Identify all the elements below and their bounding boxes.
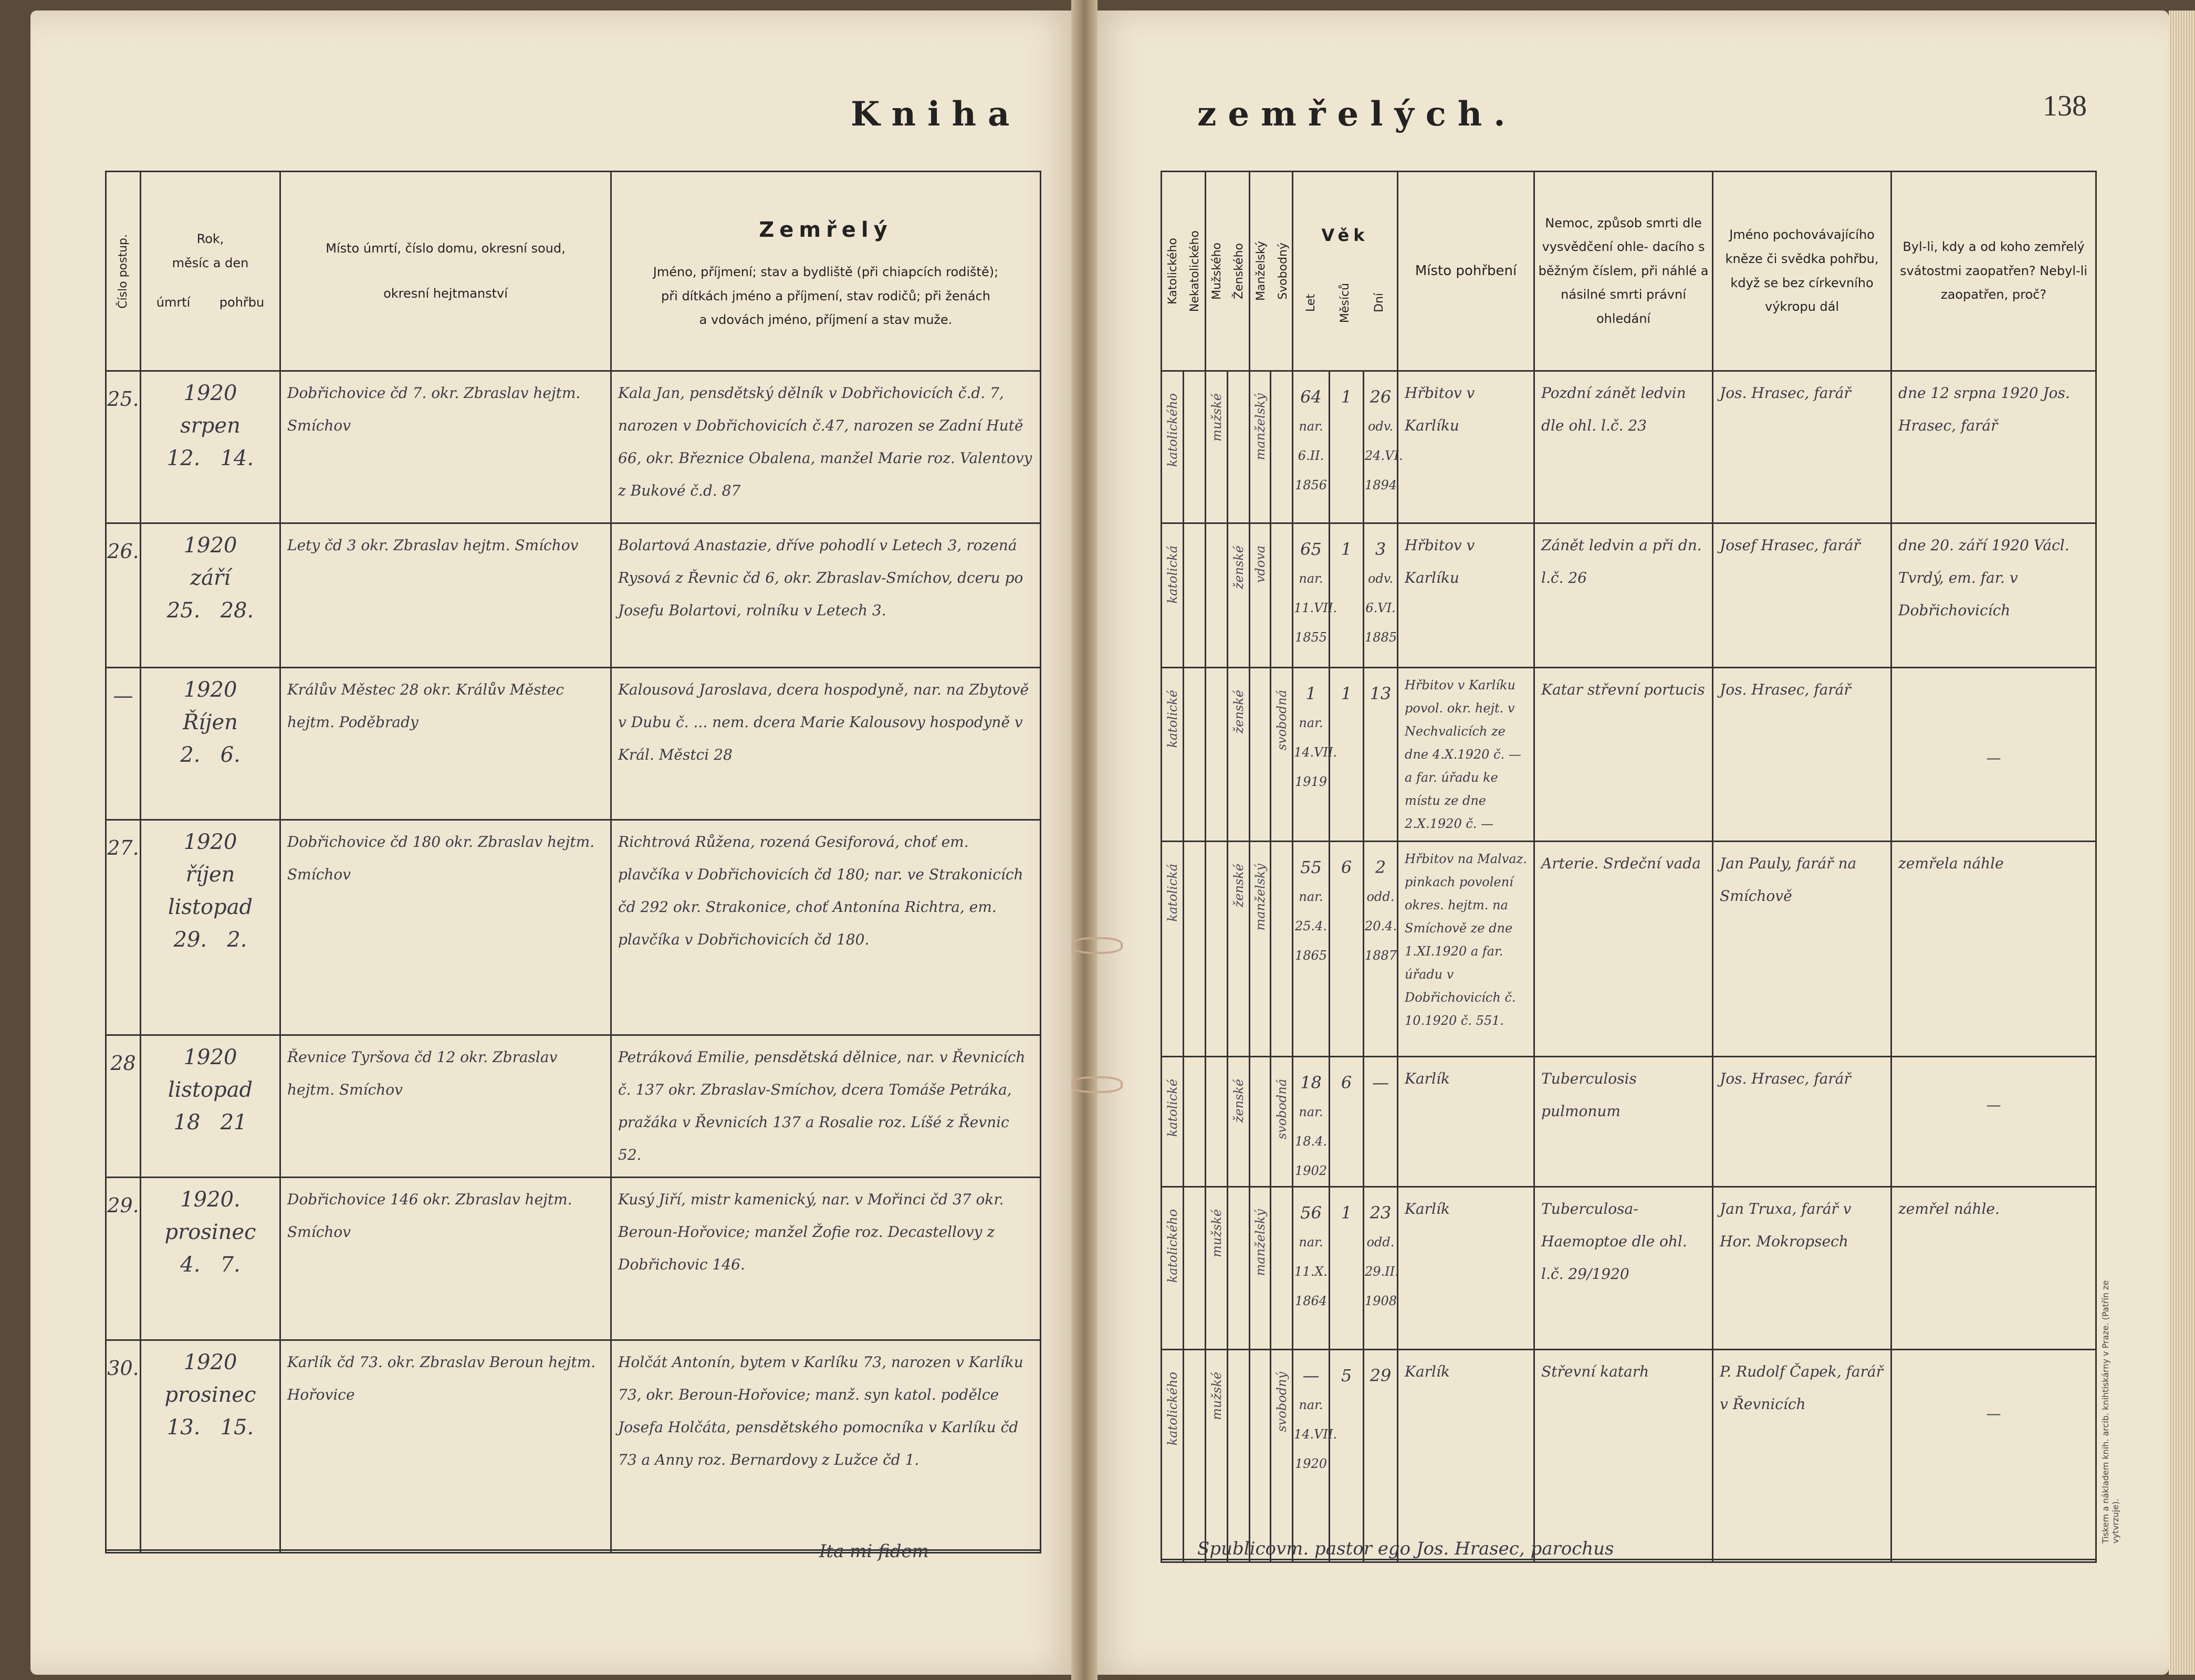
sex-value: ženské — [1231, 1079, 1246, 1123]
zemrely-line2: při dítkách jméno a příjmení, stav rodičů; při ženách — [661, 288, 990, 303]
table-row — [106, 820, 1041, 1035]
sacrament-note: zemřel náhle. — [1891, 1187, 2096, 1350]
table-row — [1162, 523, 2096, 668]
marital-value: svobodný — [1274, 1372, 1289, 1432]
sex-value: ženské — [1231, 545, 1246, 590]
col-zemrely — [611, 172, 1041, 371]
age-days: 13 — [1364, 668, 1398, 842]
col-zaopatren: Byl-li, kdy a od koho zemřelý svátostmi zaopatřen? Nebyl-li zaopatřen, proč? — [1891, 172, 2096, 371]
burial-place: Karlík — [1398, 1057, 1534, 1187]
entry-place: Lety čd 3 okr. Zbraslav hejtm. Smíchov — [280, 523, 611, 668]
marital-value: svobodná — [1274, 690, 1289, 751]
religion-value: katolické — [1165, 690, 1180, 748]
age-years: — nar. 14.VII. 1920 — [1293, 1350, 1330, 1560]
manzelsky-label: Manželský — [1255, 241, 1268, 301]
umrti-label: úmrtí — [156, 295, 191, 310]
age-years: 64 nar. 6.II. 1856 — [1293, 371, 1330, 523]
age-months: 1 — [1330, 668, 1364, 842]
marital-value: manželský — [1252, 1209, 1268, 1276]
burial-place: Karlík — [1398, 1187, 1534, 1350]
right-header-row — [1162, 172, 2096, 371]
age-months: 6 — [1330, 842, 1364, 1057]
entry-deceased: Kusý Jiří, mistr kamenický, nar. v Mořinci čd 37 okr. Beroun-Hořovice; manžel Žofie roz. Decastellovy z Dobřichovic 146. — [611, 1178, 1041, 1340]
entry-number: 27. — [106, 820, 141, 1035]
entry-number: 30. — [106, 1340, 141, 1550]
priest-name: Jos. Hrasec, farář — [1713, 371, 1891, 523]
religion-value: katolického — [1165, 1372, 1180, 1446]
age-days: — — [1364, 1057, 1398, 1187]
table-row — [106, 1340, 1041, 1550]
entry-number: 25. — [106, 371, 141, 523]
col-misto-pohrbu: Místo pohřbení — [1398, 172, 1534, 371]
age-years: 18 nar. 18.4. 1902 — [1293, 1057, 1330, 1187]
priest-name: P. Rudolf Čapek, farář v Řevnicích — [1713, 1350, 1891, 1560]
entry-dates: 1920 Říjen 2. 6. — [141, 668, 280, 820]
col-vek — [1293, 172, 1398, 371]
zemrely-heading: Zemřelý — [759, 218, 893, 243]
nekatolickeho-label: Nekatolického — [1188, 230, 1201, 312]
marital-value: manželský — [1252, 393, 1268, 460]
burial-place: Hřbitov v Karlíku — [1398, 523, 1534, 668]
entry-place: Dobřichovice čd 7. okr. Zbraslav hejtm. Smíchov — [280, 371, 611, 523]
religion-value: katolická — [1165, 864, 1180, 922]
sex-value: mužské — [1209, 1372, 1224, 1420]
binding-stitch — [1071, 937, 1123, 954]
entry-number: 26. — [106, 523, 141, 668]
table-row — [106, 668, 1041, 820]
marital-value: vdova — [1252, 545, 1268, 583]
mesicu-label: Měsíců — [1338, 282, 1352, 323]
page-edges — [2169, 10, 2195, 1675]
zemrely-line1: Jméno, příjmení; stav a bydliště (při chiapcích rodiště); — [653, 265, 999, 280]
sex-value: mužské — [1209, 393, 1224, 442]
col-cislo: Číslo postup. — [106, 172, 141, 371]
pohrbu-label: pohřbu — [219, 295, 265, 310]
table-row — [1162, 668, 2096, 842]
col-pohlavi — [1206, 172, 1250, 371]
age-months: 1 — [1330, 1187, 1364, 1350]
sacrament-note: zemřela náhle — [1891, 842, 2096, 1057]
age-years: 56 nar. 11.X. 1864 — [1293, 1187, 1330, 1350]
binding-stitch — [1071, 1076, 1123, 1093]
table-row — [106, 1035, 1041, 1178]
cause-of-death: Tuberculosis pulmonum — [1534, 1057, 1713, 1187]
sex-value: mužské — [1209, 1209, 1224, 1257]
book-title-right: zemřelých. — [1197, 94, 1517, 134]
priest-name: Jan Truxa, farář v Hor. Mokropsech — [1713, 1187, 1891, 1350]
age-days: 23 odd. 29.II. 1908 — [1364, 1187, 1398, 1350]
cause-of-death: Zánět ledvin a při dn. l.č. 26 — [1534, 523, 1713, 668]
cause-of-death: Katar střevní portucis — [1534, 668, 1713, 842]
table-row — [1162, 1187, 2096, 1350]
entry-dates: 1920 září 25. 28. — [141, 523, 280, 668]
table-row — [106, 371, 1041, 523]
svobodny-label: Svobodný — [1276, 243, 1290, 300]
age-months: 6 — [1330, 1057, 1364, 1187]
entry-number: — — [106, 668, 141, 820]
vek-label: Věk — [1321, 225, 1369, 246]
sacrament-note: — — [1891, 1350, 2096, 1560]
left-register-table — [105, 171, 1041, 1553]
age-years: 65 nar. 11.VII. 1855 — [1293, 523, 1330, 668]
entry-dates: 1920 srpen 12. 14. — [141, 371, 280, 523]
burial-place: Hřbitov v Karlíku povol. okr. hejt. v Nechvalicích ze dne 4.X.1920 č. — a far. úřadu ke místu ze dne 2.X.1920 č. — — [1398, 668, 1534, 842]
marital-value: manželský — [1252, 864, 1268, 931]
cause-of-death: Pozdní zánět ledvin dle ohl. l.č. 23 — [1534, 371, 1713, 523]
let-label: Let — [1304, 293, 1318, 312]
muzskeho-label: Mužského — [1210, 243, 1224, 300]
table-row — [106, 523, 1041, 668]
col-nemoc: Nemoc, způsob smrti dle vysvědčení ohle- dacího s běžným číslem, při náhlé a násilné smrti právní ohledání — [1534, 172, 1713, 371]
priest-name: Jos. Hrasec, farář — [1713, 668, 1891, 842]
entry-dates: 1920 prosinec 13. 15. — [141, 1340, 280, 1550]
sacrament-note: — — [1891, 1057, 2096, 1187]
left-header-row — [106, 172, 1041, 371]
book-spine — [1071, 0, 1098, 1680]
entry-deceased: Richtrová Růžena, rozená Gesiforová, choť em. plavčíka v Dobřichovicích čd 180; nar. ve Strakonicích čd 292 okr. Strakonice, choť Antonína Richtra, em. plavčíka v Dobřichovicích čd 180. — [611, 820, 1041, 1035]
zemrely-line3: a vdovách jméno, příjmení a stav muže. — [699, 312, 953, 328]
entry-place: Králův Městec 28 okr. Králův Městec hejtm. Poděbrady — [280, 668, 611, 820]
hejtmanstvi-label: okresní hejtmanství — [383, 286, 508, 301]
table-row — [1162, 842, 2096, 1057]
katolickeho-label: Katolického — [1166, 238, 1179, 304]
age-days: 26 odv. 24.VI. 1894 — [1364, 371, 1398, 523]
burial-place: Karlík — [1398, 1350, 1534, 1560]
burial-place: Hřbitov na Malvaz. pinkach povolení okres. hejtm. na Smíchově ze dne 1.XI.1920 a far. úřadu v Dobřichovicích č. 10.1920 č. 551. — [1398, 842, 1534, 1057]
age-years: 1 nar. 14.VII. 1919 — [1293, 668, 1330, 842]
entry-number: 29. — [106, 1178, 141, 1340]
entry-number: 28 — [106, 1035, 141, 1178]
entry-place: Řevnice Tyršova čd 12 okr. Zbraslav hejtm. Smíchov — [280, 1035, 611, 1178]
age-days: 29 — [1364, 1350, 1398, 1560]
sacrament-note: — — [1891, 668, 2096, 842]
cause-of-death: Arterie. Srdeční vada — [1534, 842, 1713, 1057]
age-months: 1 — [1330, 371, 1364, 523]
religion-value: katolického — [1165, 1209, 1180, 1283]
sacrament-note: dne 12 srpna 1920 Jos. Hrasec, farář — [1891, 371, 2096, 523]
entry-deceased: Kala Jan, pensdětský dělník v Dobřichovicích č.d. 7, narozen v Dobřichovicích č.47, narozen se Zadní Hutě 66, okr. Březnice Obalena, manžel Marie roz. Valentovy z Bukové č.d. 87 — [611, 371, 1041, 523]
cause-of-death: Střevní katarh — [1534, 1350, 1713, 1560]
footer-row — [1162, 1560, 2096, 1562]
col-knez: Jméno pochovávajícího kněze či svědka pohřbu, když se bez církevního výkropu dál — [1713, 172, 1891, 371]
age-months: 5 — [1330, 1350, 1364, 1560]
priest-name: Jan Pauly, farář na Smíchově — [1713, 842, 1891, 1057]
age-months: 1 — [1330, 523, 1364, 668]
cause-of-death: Tuberculosa-Haemoptoe dle ohl. l.č. 29/1920 — [1534, 1187, 1713, 1350]
dni-label: Dní — [1372, 293, 1386, 313]
entry-dates: 1920. prosinec 4. 7. — [141, 1178, 280, 1340]
priest-name: Jos. Hrasec, farář — [1713, 1057, 1891, 1187]
marital-value: svobodná — [1274, 1079, 1289, 1140]
sacrament-note: dne 20. září 1920 Václ. Tvrdý, em. far. v Dobřichovicích — [1891, 523, 2096, 668]
religion-value: katolická — [1165, 545, 1180, 604]
table-row — [1162, 371, 2096, 523]
page-number: 138 — [2043, 90, 2087, 122]
table-row — [106, 1178, 1041, 1340]
footer-right-note: Spublicovm. pastor ego Jos. Hrasec, parochus — [1197, 1538, 1614, 1559]
entry-place: Dobřichovice 146 okr. Zbraslav hejtm. Smíchov — [280, 1178, 611, 1340]
religion-value: katolického — [1165, 393, 1180, 467]
misto-umrti-label: Místo úmrtí, číslo domu, okresní soud, — [326, 240, 566, 256]
col-stav — [1250, 172, 1293, 371]
entry-deceased: Kalousová Jaroslava, dcera hospodyně, nar. na Zbytově v Dubu č. ... nem. dcera Marie Kalousovy hospodyně v Král. Městci 28 — [611, 668, 1041, 820]
book-title-left: Kniha — [851, 94, 1021, 134]
age-years: 55 nar. 25.4. 1865 — [1293, 842, 1330, 1057]
age-days: 2 odd. 20.4. 1887 — [1364, 842, 1398, 1057]
table-row — [1162, 1350, 2096, 1560]
zenskeho-label: Ženského — [1232, 243, 1246, 299]
burial-place: Hřbitov v Karlíku — [1398, 371, 1534, 523]
col-rok — [141, 172, 280, 371]
table-row — [1162, 1057, 2096, 1187]
entry-deceased: Bolartová Anastazie, dříve pohodlí v Letech 3, rozená Rysová z Řevnic čd 6, okr. Zbraslav-Smíchov, dceru po Josefu Bolartovi, rolníku v Letech 3. — [611, 523, 1041, 668]
entry-dates: 1920 říjen listopad 29. 2. — [141, 820, 280, 1035]
entry-deceased: Holčát Antonín, bytem v Karlíku 73, narozen v Karlíku 73, okr. Beroun-Hořovice; manž. syn katol. podělce Josefa Holčáta, pensdětského pomocníka v Karlíku čd 73 a Anny roz. Bernardovy z Lužce čd 1. — [611, 1340, 1041, 1550]
footer-left-note: Ita mi fidem — [819, 1541, 929, 1562]
right-register-table — [1161, 171, 2097, 1563]
entry-place: Dobřichovice čd 180 okr. Zbraslav hejtm. Smíchov — [280, 820, 611, 1035]
entry-place: Karlík čd 73. okr. Zbraslav Beroun hejtm. Hořovice — [280, 1340, 611, 1550]
age-days: 3 odv. 6.VI. 1885 — [1364, 523, 1398, 668]
priest-name: Josef Hrasec, farář — [1713, 523, 1891, 668]
entry-dates: 1920 listopad 18 21 — [141, 1035, 280, 1178]
mesic-label: měsíc a den — [172, 255, 249, 270]
sex-value: ženské — [1231, 690, 1246, 734]
printer-imprint: Tiskem a nákladem knih. arcib. knihtiskárny v Praze. (Patřín ze vytvrzuje). — [2100, 1280, 2120, 1544]
sex-value: ženské — [1231, 864, 1246, 908]
religion-value: katolické — [1165, 1079, 1180, 1137]
col-misto-umrti — [280, 172, 611, 371]
entry-deceased: Petráková Emilie, pensdětská dělnice, nar. v Řevnicích č. 137 okr. Zbraslav-Smíchov, dcera Tomáše Petráka, pražáka v Řevnicích 137 a Rosalie roz. Líšé z Řevnic 52. — [611, 1035, 1041, 1178]
rok-label: Rok, — [196, 232, 224, 247]
col-nabozenstvi — [1162, 172, 1206, 371]
